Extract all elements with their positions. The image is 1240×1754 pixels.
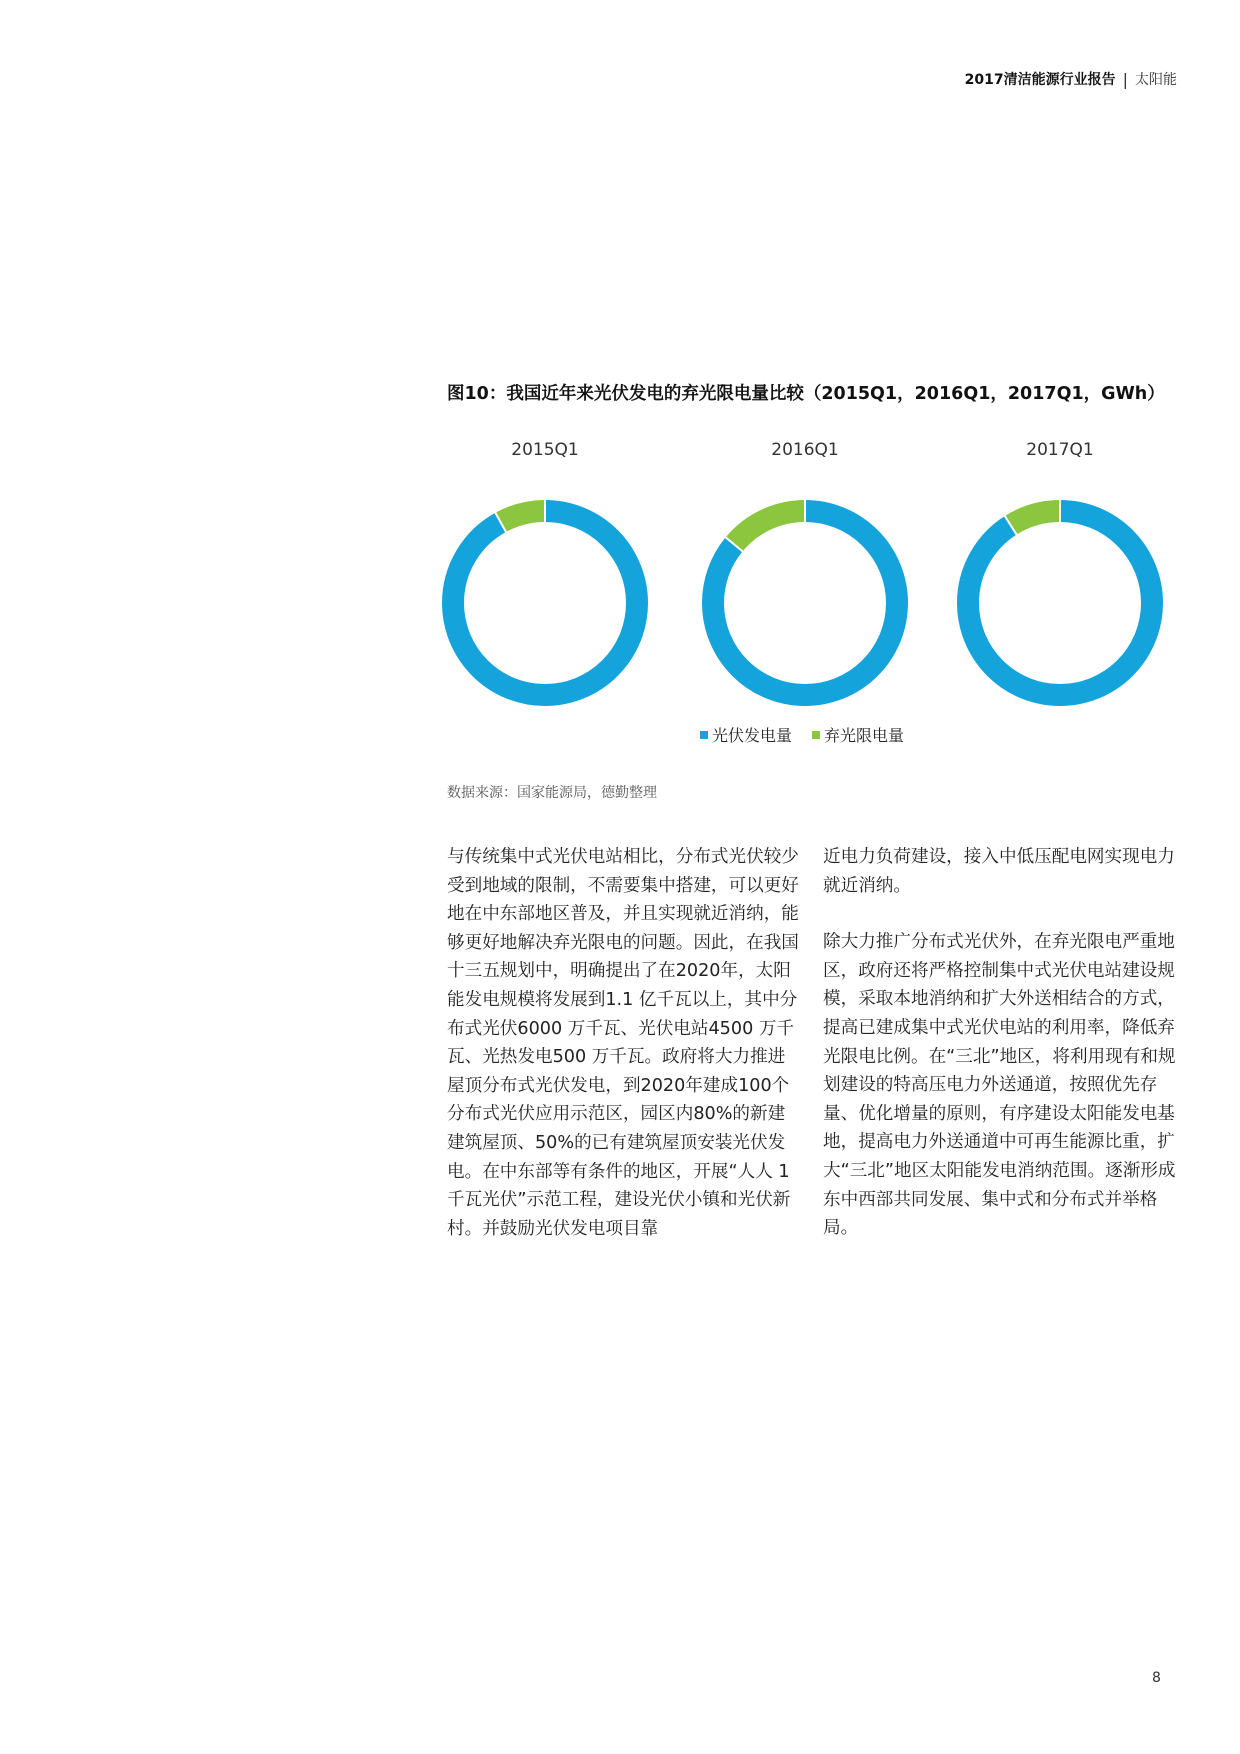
- legend-label-pv: 光伏发电量: [712, 726, 793, 745]
- donut-title-2016q1: 2016Q1: [771, 440, 839, 460]
- donut-svg-2015q1: [440, 498, 650, 708]
- legend-item-pv: [700, 723, 792, 746]
- pv-segment: [968, 511, 1152, 695]
- donut-charts: [430, 440, 1190, 770]
- body-column-left: [447, 843, 802, 1243]
- report-title: 2017清洁能源行业报告: [964, 72, 1116, 88]
- page-number: 8: [1152, 1670, 1161, 1686]
- page-header: [965, 68, 1177, 90]
- body-column-right: [823, 843, 1178, 1243]
- donut-svg-2016q1: [700, 498, 910, 708]
- data-source: 数据来源：国家能源局，德勤整理: [447, 785, 657, 801]
- figure-title: 图10：我国近年来光伏发电的弃光限电量比较（2015Q1，2016Q1，2017Q1，GWh）: [447, 384, 1165, 404]
- header-separator: |: [1122, 69, 1128, 89]
- paragraph: 近电力负荷建设，接入中低压配电网实现电力就近消纳。: [823, 847, 1175, 896]
- section-name: 太阳能: [1135, 72, 1177, 88]
- paragraph: 除大力推广分布式光伏外，在弃光限电严重地区，政府还将严格控制集中式光伏电站建设规模，采取本地消纳和扩大外送相结合的方式，提高已建成集中式光伏电站的利用率，降低弃光限电比例。在“三北”地区，将利用现有和规划建设的特高压电力外送通道，按照优先存量、优化增量的原则，有序建设太阳能发电基地，提高电力外送通道中可再生能源比重，扩大“三北”地区太阳能发电消纳范围。逐渐形成东中西部共同发展、集中式和分布式并举格局。: [823, 932, 1176, 1239]
- donut-chart-2016q1: [690, 440, 920, 710]
- chart-legend: [700, 723, 924, 746]
- donut-title-2017q1: 2017Q1: [1026, 440, 1094, 460]
- donut-title-2015q1: 2015Q1: [511, 440, 579, 460]
- donut-chart-2017q1: [945, 440, 1175, 710]
- legend-item-curtailed: [812, 723, 904, 746]
- donut-svg-2017q1: [955, 498, 1165, 708]
- donut-chart-2015q1: [430, 440, 660, 710]
- legend-label-curtailed: 弃光限电量: [824, 726, 905, 745]
- pv-segment: [453, 511, 637, 695]
- legend-swatch-pv: [700, 731, 708, 739]
- paragraph: 与传统集中式光伏电站相比，分布式光伏较少受到地域的限制，不需要集中搭建，可以更好地在中东部地区普及，并且实现就近消纳，能够更好地解决弃光限电的问题。因此，在我国十三五规划中，明确提出了在2020年，太阳能发电规模将发展到1.1 亿千瓦以上，其中分布式光伏6000 万千瓦、光伏电站4500 万千瓦、光热发电500 万千瓦。政府将大力推进屋顶分布式光伏发电，到2020年建成100个分布式光伏应用示范区，园区内80%的新建建筑屋顶、50%的已有建筑屋顶安装光伏发电。在中东部等有条件的地区，开展“人人 1千瓦光伏”示范工程，建设光伏小镇和光伏新村。并鼓励光伏发电项目靠: [447, 847, 799, 1239]
- legend-swatch-curtailed: [812, 731, 820, 739]
